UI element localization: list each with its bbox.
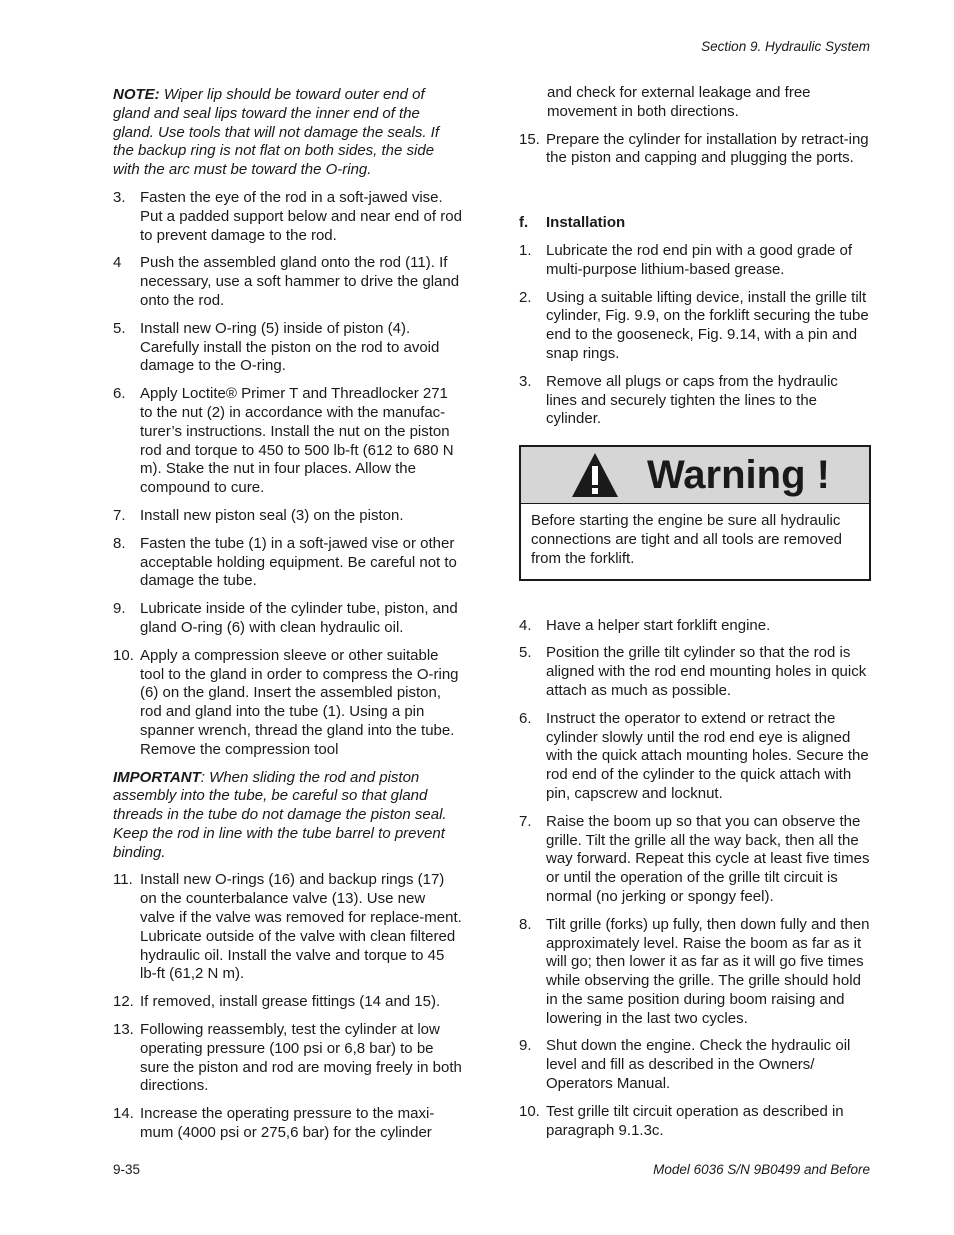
step-item	[113, 1105, 463, 1143]
important-paragraph	[113, 769, 463, 863]
step-text: Lubricate the rod end pin with a good grade of multi-purpose lithium-based grease.	[546, 241, 853, 278]
step-text: Increase the operating pressure to the maxi-mum (4000 psi or 275,6 bar) for the cylinder	[140, 1105, 435, 1142]
model-info: Model 6036 S/N 9B0499 and Before	[653, 1162, 870, 1177]
step-text: Prepare the cylinder for installation by retract-ing the piston and capping and plugging the ports.	[546, 130, 869, 167]
warning-header	[521, 447, 869, 504]
step-text: Fasten the eye of the rod in a soft-jawed vise. Put a padded support below and near end of rod to prevent damage to the rod.	[140, 188, 462, 244]
step-number: 11.	[113, 871, 133, 889]
left-steps-a	[113, 189, 463, 760]
step-number: 1.	[519, 241, 532, 259]
step-number: 6.	[519, 709, 532, 727]
step-text: Lubricate inside of the cylinder tube, piston, and gland O-ring (6) with clean hydraulic oil.	[140, 600, 458, 636]
step-text: Test grille tilt circuit operation as described in paragraph 9.1.3c.	[546, 1102, 844, 1139]
step-item	[113, 647, 463, 760]
step-item	[113, 993, 463, 1012]
step-item	[519, 242, 871, 280]
important-label: IMPORTANT	[113, 768, 201, 786]
step-item	[113, 1021, 463, 1096]
step-number: 15.	[519, 130, 540, 148]
step-item	[113, 385, 463, 498]
right-column	[519, 86, 871, 1149]
step-text: Instruct the operator to extend or retract the cylinder slowly until the rod end eye is aligned with the quick attach mounting holes. Secure the rod end of the cylinder to the quick attach with pin, capscrew and locknut.	[546, 709, 869, 802]
step-item	[519, 1037, 871, 1093]
step-text: Apply a compression sleeve or other suitable tool to the gland in order to compress the O-ring (6) on the gland. Insert the assembled piston, rod and gland into the tube (1). Using a pin spanner wrench, thread the gland into the tube. Remove the compression tool	[140, 646, 459, 758]
step-item	[113, 189, 463, 245]
section-letter: f.	[519, 214, 529, 232]
step-item	[113, 254, 463, 310]
warning-title: Warning !	[647, 453, 830, 498]
step-item	[519, 813, 871, 907]
step-item	[519, 710, 871, 804]
step-number: 4	[113, 254, 122, 272]
step-number: 14.	[113, 1105, 134, 1123]
step-number: 5.	[519, 644, 532, 662]
section-title: Installation	[546, 214, 626, 232]
step-number: 7.	[113, 506, 126, 524]
step-number: 8.	[519, 915, 532, 933]
step-item	[113, 507, 463, 526]
step-number: 7.	[519, 812, 532, 830]
step-number: 9.	[519, 1037, 532, 1055]
step-text: Install new O-rings (16) and backup rings (17) on the counterbalance valve (13). Use new valve if the valve was removed for replace-ment. Lubricate outside of the valve with clean filtered hydraulic oil. Install the valve and torque to 45 lb-ft (61,2 N m).	[140, 871, 462, 983]
step-item	[519, 916, 871, 1029]
note-paragraph	[113, 86, 463, 180]
step-text: Install new piston seal (3) on the piston.	[140, 506, 404, 524]
step-item	[519, 1103, 871, 1141]
right-steps-b	[519, 617, 871, 1141]
step-number: 10.	[519, 1102, 540, 1120]
step-item	[113, 871, 463, 984]
step-number: 3.	[113, 188, 126, 206]
step-text: Have a helper start forklift engine.	[546, 616, 771, 634]
step-text: Remove all plugs or caps from the hydraulic lines and securely tighten the lines to the cylinder.	[546, 372, 838, 428]
step-number: 12.	[113, 993, 134, 1011]
continued-text: and check for external leakage and free movement in both directions.	[547, 84, 811, 120]
step-number: 6.	[113, 385, 126, 403]
step-text: If removed, install grease fittings (14 and 15).	[140, 993, 441, 1011]
step-item	[113, 600, 463, 638]
step-text: Install new O-ring (5) inside of piston (4). Carefully install the piston on the rod to avoid damage to the O-ring.	[140, 319, 440, 375]
warning-box	[519, 445, 871, 580]
step-number: 5.	[113, 319, 126, 337]
left-column	[113, 86, 463, 1152]
note-label: NOTE:	[113, 86, 160, 103]
step-text: Fasten the tube (1) in a soft-jawed vise or other acceptable holding equipment. Be careful not to damage the tube.	[140, 534, 457, 590]
step-item	[519, 289, 871, 364]
left-steps-b	[113, 871, 463, 1142]
important-text: : When sliding the rod and piston assembly into the tube, be careful so that gland threads in the tube do not damage the piston seal. Keep the rod in line with the tube barrel to prevent binding.	[113, 768, 447, 861]
step-text: Push the assembled gland onto the rod (11). If necessary, use a soft hammer to drive the gland onto the rod.	[140, 254, 460, 309]
page-number: 9-35	[113, 1162, 141, 1177]
step-item	[113, 535, 463, 591]
step-item	[519, 617, 871, 636]
step-item	[113, 320, 463, 376]
section-heading	[519, 214, 871, 233]
step-text: Apply Loctite® Primer T and Threadlocker 271 to the nut (2) in accordance with the manufac-turer’s instructions. Install the nut on the piston rod and torque to 450 to 500 lb-ft (612 to 680 N m). Stake the nut in four places. Allow the compound to cure.	[140, 385, 454, 497]
right-steps-a	[519, 242, 871, 429]
step-text: Raise the boom up so that you can observe the grille. Tilt the grille all the way back, then all the way forward. Repeat this cycle at least five times or until the operation of the grille tilt circuit is normal (no jerking or spongy feel).	[546, 812, 870, 905]
step-number: 4.	[519, 616, 532, 634]
step-text: Shut down the engine. Check the hydraulic oil level and fill as described in the Owners/ Operators Manual.	[546, 1037, 851, 1093]
warning-text: Before starting the engine be sure all hydraulic connections are tight and all tools are removed from the forklift.	[531, 512, 843, 567]
step-item	[519, 373, 871, 429]
note-text: Wiper lip should be toward outer end of gland and seal lips toward the inner end of the gland. Use tools that will not damage the seals. If the backup ring is not flat on both sides, the side with the arc must be toward the O-ring.	[113, 86, 440, 179]
step-number: 3.	[519, 372, 532, 390]
page-header: Section 9. Hydraulic System	[701, 39, 870, 54]
step-number: 10.	[113, 646, 134, 664]
step-number: 13.	[113, 1021, 134, 1039]
step-item	[519, 644, 871, 700]
step-number: 8.	[113, 534, 126, 552]
step-number: 2.	[519, 288, 532, 306]
step-number: 9.	[113, 600, 126, 618]
warning-triangle-icon	[571, 452, 619, 498]
step-text: Tilt grille (forks) up fully, then down fully and then approximately level. Raise the boom as far as it will go; then lower it as far as it will go five times while observing the grille. The grille should hold in the same position during boom raising and lowering in the last two cycles.	[546, 915, 870, 1027]
step-text: Following reassembly, test the cylinder at low operating pressure (100 psi or 6,8 bar) to be sure the piston and rod are moving freely in both directions.	[140, 1021, 462, 1095]
step-text: Using a suitable lifting device, install the grille tilt cylinder, Fig. 9.9, on the forklift securing the tube end to the gooseneck, Fig. 9.14, with a pin and snap rings.	[546, 288, 869, 362]
step-item	[519, 131, 871, 169]
step-text: Position the grille tilt cylinder so that the rod is aligned with the rod end mounting holes in quick attach as much as possible.	[546, 644, 867, 699]
